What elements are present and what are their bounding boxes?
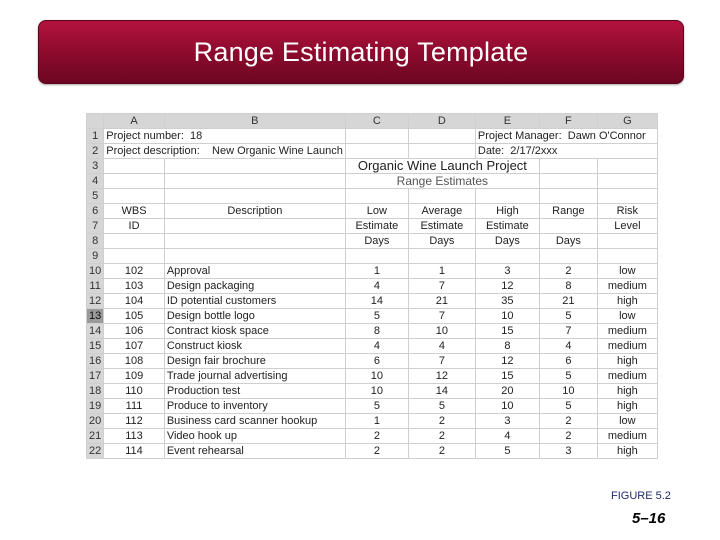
wbs-id-cell[interactable]: 113	[104, 429, 165, 444]
average-estimate-cell[interactable]: 12	[408, 369, 475, 384]
high-estimate-cell[interactable]: 4	[475, 429, 539, 444]
average-estimate-cell[interactable]: 1	[408, 264, 475, 279]
average-estimate-cell[interactable]: 7	[408, 279, 475, 294]
high-estimate-cell[interactable]: 15	[475, 369, 539, 384]
cell[interactable]	[539, 159, 597, 174]
range-cell[interactable]: 21	[539, 294, 597, 309]
range-cell[interactable]: 8	[539, 279, 597, 294]
description-cell[interactable]: ID potential customers	[164, 294, 345, 309]
cell[interactable]	[104, 159, 165, 174]
high-estimate-cell[interactable]: 3	[475, 264, 539, 279]
range-cell[interactable]: 6	[539, 354, 597, 369]
average-estimate-cell[interactable]: 2	[408, 429, 475, 444]
column-header-f[interactable]: F	[539, 114, 597, 129]
task-row	[87, 279, 658, 294]
header-cell[interactable]	[539, 219, 597, 234]
sheet-title[interactable]: Organic Wine Launch Project	[345, 159, 539, 174]
row-header[interactable]: 2	[87, 144, 104, 159]
cell[interactable]	[475, 249, 539, 264]
header-cell[interactable]: Days	[345, 234, 408, 249]
row-header[interactable]: 8	[87, 234, 104, 249]
high-estimate-cell[interactable]: 10	[475, 309, 539, 324]
description-cell[interactable]: Design packaging	[164, 279, 345, 294]
header-cell[interactable]: Low	[345, 204, 408, 219]
low-estimate-cell[interactable]: 14	[345, 294, 408, 309]
project-description-label: Project description:	[106, 145, 200, 157]
risk-level-cell[interactable]: high	[597, 444, 657, 459]
project-manager-cell[interactable]	[475, 129, 657, 144]
risk-level-cell[interactable]: low	[597, 414, 657, 429]
wbs-id-cell[interactable]: 102	[104, 264, 165, 279]
cell[interactable]	[104, 249, 165, 264]
column-header-g[interactable]: G	[597, 114, 657, 129]
column-header-b[interactable]: B	[164, 114, 345, 129]
average-estimate-cell[interactable]: 10	[408, 324, 475, 339]
cell[interactable]	[164, 189, 345, 204]
column-header-e[interactable]: E	[475, 114, 539, 129]
description-cell[interactable]: Event rehearsal	[164, 444, 345, 459]
project-description-value: New Organic Wine Launch	[212, 145, 343, 157]
description-cell[interactable]: Contract kiosk space	[164, 324, 345, 339]
row-header[interactable]: 15	[87, 339, 104, 354]
row-header[interactable]: 7	[87, 219, 104, 234]
row-header[interactable]: 6	[87, 204, 104, 219]
sheet-row	[87, 234, 658, 249]
description-cell[interactable]: Video hook up	[164, 429, 345, 444]
high-estimate-cell[interactable]: 35	[475, 294, 539, 309]
range-cell[interactable]: 2	[539, 429, 597, 444]
low-estimate-cell[interactable]: 10	[345, 369, 408, 384]
average-estimate-cell[interactable]: 4	[408, 339, 475, 354]
risk-level-cell[interactable]: high	[597, 384, 657, 399]
slide-title-bar	[38, 20, 684, 84]
task-row	[87, 429, 658, 444]
sheet-row	[87, 144, 658, 159]
header-cell[interactable]	[597, 234, 657, 249]
cell[interactable]	[597, 174, 657, 189]
task-row	[87, 339, 658, 354]
row-header[interactable]: 19	[87, 399, 104, 414]
risk-level-cell[interactable]: medium	[597, 279, 657, 294]
sheet-row	[87, 204, 658, 219]
range-cell[interactable]: 3	[539, 444, 597, 459]
header-cell[interactable]: Risk	[597, 204, 657, 219]
range-cell[interactable]: 5	[539, 369, 597, 384]
cell[interactable]	[164, 249, 345, 264]
high-estimate-cell[interactable]: 15	[475, 324, 539, 339]
risk-level-cell[interactable]: medium	[597, 429, 657, 444]
row-header[interactable]: 1	[87, 129, 104, 144]
task-row	[87, 324, 658, 339]
header-cell[interactable]: Average	[408, 204, 475, 219]
column-header-a[interactable]: A	[104, 114, 165, 129]
wbs-id-cell[interactable]: 107	[104, 339, 165, 354]
spreadsheet[interactable]	[86, 113, 658, 459]
sheet-row	[87, 174, 658, 189]
cell[interactable]	[597, 159, 657, 174]
risk-level-cell[interactable]: low	[597, 264, 657, 279]
cell[interactable]	[104, 174, 165, 189]
high-estimate-cell[interactable]: 12	[475, 279, 539, 294]
description-cell[interactable]: Business card scanner hookup	[164, 414, 345, 429]
header-cell[interactable]: Estimate	[408, 219, 475, 234]
wbs-id-cell[interactable]: 103	[104, 279, 165, 294]
task-row	[87, 399, 658, 414]
low-estimate-cell[interactable]: 1	[345, 414, 408, 429]
header-cell[interactable]: Days	[539, 234, 597, 249]
range-cell[interactable]: 7	[539, 324, 597, 339]
cell[interactable]	[345, 249, 408, 264]
high-estimate-cell[interactable]: 12	[475, 354, 539, 369]
cell[interactable]	[164, 174, 345, 189]
description-cell[interactable]: Produce to inventory	[164, 399, 345, 414]
cell[interactable]	[345, 144, 408, 159]
high-estimate-cell[interactable]: 8	[475, 339, 539, 354]
low-estimate-cell[interactable]: 4	[345, 279, 408, 294]
cell[interactable]	[164, 159, 345, 174]
low-estimate-cell[interactable]: 2	[345, 444, 408, 459]
header-cell[interactable]: Level	[597, 219, 657, 234]
range-cell[interactable]: 2	[539, 414, 597, 429]
cell[interactable]	[345, 189, 408, 204]
wbs-id-cell[interactable]: 110	[104, 384, 165, 399]
header-cell[interactable]: Range	[539, 204, 597, 219]
high-estimate-cell[interactable]: 20	[475, 384, 539, 399]
cell[interactable]	[408, 129, 475, 144]
header-cell[interactable]	[164, 234, 345, 249]
cell[interactable]	[597, 249, 657, 264]
sheet-row	[87, 219, 658, 234]
average-estimate-cell[interactable]: 21	[408, 294, 475, 309]
header-cell[interactable]	[164, 219, 345, 234]
wbs-id-cell[interactable]: 108	[104, 354, 165, 369]
average-estimate-cell[interactable]: 2	[408, 414, 475, 429]
sheet-row	[87, 159, 658, 174]
row-header[interactable]: 22	[87, 444, 104, 459]
high-estimate-cell[interactable]: 5	[475, 444, 539, 459]
task-row	[87, 384, 658, 399]
row-header[interactable]: 18	[87, 384, 104, 399]
average-estimate-cell[interactable]: 2	[408, 444, 475, 459]
cell[interactable]	[475, 189, 539, 204]
sheet-row	[87, 249, 658, 264]
cell[interactable]	[408, 249, 475, 264]
column-header-row	[87, 114, 658, 129]
task-row	[87, 264, 658, 279]
task-row	[87, 309, 658, 324]
low-estimate-cell[interactable]: 6	[345, 354, 408, 369]
project-number-label: Project number:	[106, 130, 184, 142]
range-cell[interactable]: 4	[539, 339, 597, 354]
high-estimate-cell[interactable]: 3	[475, 414, 539, 429]
figure-label: FIGURE 5.2	[611, 490, 671, 502]
wbs-id-cell[interactable]: 109	[104, 369, 165, 384]
header-cell[interactable]: Description	[164, 204, 345, 219]
average-estimate-cell[interactable]: 5	[408, 399, 475, 414]
description-cell[interactable]: Approval	[164, 264, 345, 279]
wbs-id-cell[interactable]: 112	[104, 414, 165, 429]
header-cell[interactable]: ID	[104, 219, 165, 234]
wbs-id-cell[interactable]: 106	[104, 324, 165, 339]
row-header[interactable]: 14	[87, 324, 104, 339]
range-cell[interactable]: 2	[539, 264, 597, 279]
header-cell[interactable]: High	[475, 204, 539, 219]
column-header-d[interactable]: D	[408, 114, 475, 129]
risk-level-cell[interactable]: high	[597, 354, 657, 369]
cell[interactable]	[408, 189, 475, 204]
wbs-id-cell[interactable]: 104	[104, 294, 165, 309]
cell[interactable]	[597, 189, 657, 204]
sheet-subtitle[interactable]: Range Estimates	[345, 174, 539, 189]
risk-level-cell[interactable]: high	[597, 399, 657, 414]
low-estimate-cell[interactable]: 5	[345, 309, 408, 324]
average-estimate-cell[interactable]: 14	[408, 384, 475, 399]
row-header[interactable]: 21	[87, 429, 104, 444]
low-estimate-cell[interactable]: 5	[345, 399, 408, 414]
description-cell[interactable]: Design bottle logo	[164, 309, 345, 324]
row-header[interactable]: 10	[87, 264, 104, 279]
cell[interactable]	[539, 189, 597, 204]
description-cell[interactable]: Construct kiosk	[164, 339, 345, 354]
project-manager-label: Project Manager:	[477, 130, 562, 142]
header-cell[interactable]: Estimate	[475, 219, 539, 234]
row-header[interactable]: 12	[87, 294, 104, 309]
wbs-id-cell[interactable]: 111	[104, 399, 165, 414]
header-cell[interactable]: Estimate	[345, 219, 408, 234]
risk-level-cell[interactable]: medium	[597, 324, 657, 339]
row-header[interactable]: 9	[87, 249, 104, 264]
project-description-cell[interactable]	[104, 144, 346, 159]
low-estimate-cell[interactable]: 2	[345, 429, 408, 444]
description-cell[interactable]: Design fair brochure	[164, 354, 345, 369]
wbs-id-cell[interactable]: 114	[104, 444, 165, 459]
slide-title: Range Estimating Template	[193, 36, 529, 67]
task-row	[87, 354, 658, 369]
select-all-corner[interactable]	[87, 114, 104, 129]
description-cell[interactable]: Trade journal advertising	[164, 369, 345, 384]
description-cell[interactable]: Production test	[164, 384, 345, 399]
task-row	[87, 369, 658, 384]
task-row	[87, 414, 658, 429]
cell[interactable]	[104, 189, 165, 204]
task-row	[87, 444, 658, 459]
range-cell[interactable]: 5	[539, 309, 597, 324]
wbs-id-cell[interactable]: 105	[104, 309, 165, 324]
date-value: 2/17/2xxx	[510, 145, 558, 157]
sheet-row	[87, 189, 658, 204]
risk-level-cell[interactable]: low	[597, 309, 657, 324]
cell[interactable]	[539, 249, 597, 264]
low-estimate-cell[interactable]: 1	[345, 264, 408, 279]
project-number-cell[interactable]	[104, 129, 346, 144]
low-estimate-cell[interactable]: 4	[345, 339, 408, 354]
sheet-row	[87, 129, 658, 144]
row-header[interactable]: 16	[87, 354, 104, 369]
task-row	[87, 294, 658, 309]
row-header[interactable]: 13	[87, 309, 104, 324]
header-cell[interactable]: Days	[408, 234, 475, 249]
row-header[interactable]: 3	[87, 159, 104, 174]
date-cell[interactable]	[475, 144, 657, 159]
low-estimate-cell[interactable]: 10	[345, 384, 408, 399]
row-header[interactable]: 17	[87, 369, 104, 384]
cell[interactable]	[539, 174, 597, 189]
range-cell[interactable]: 10	[539, 384, 597, 399]
average-estimate-cell[interactable]: 7	[408, 309, 475, 324]
project-manager-value: Dawn O'Connor	[567, 130, 646, 142]
risk-level-cell[interactable]: medium	[597, 369, 657, 384]
average-estimate-cell[interactable]: 7	[408, 354, 475, 369]
row-header[interactable]: 11	[87, 279, 104, 294]
row-header[interactable]: 4	[87, 174, 104, 189]
row-header[interactable]: 5	[87, 189, 104, 204]
header-cell[interactable]: WBS	[104, 204, 165, 219]
cell[interactable]	[408, 144, 475, 159]
risk-level-cell[interactable]: medium	[597, 339, 657, 354]
cell[interactable]	[345, 129, 408, 144]
range-cell[interactable]: 5	[539, 399, 597, 414]
date-label: Date:	[477, 145, 505, 157]
page-number: 5–16	[632, 510, 666, 527]
spreadsheet-grid	[86, 113, 658, 459]
project-number-value: 18	[190, 130, 203, 142]
row-header[interactable]: 20	[87, 414, 104, 429]
low-estimate-cell[interactable]: 8	[345, 324, 408, 339]
high-estimate-cell[interactable]: 10	[475, 399, 539, 414]
column-header-c[interactable]: C	[345, 114, 408, 129]
header-cell[interactable]: Days	[475, 234, 539, 249]
risk-level-cell[interactable]: high	[597, 294, 657, 309]
header-cell[interactable]	[104, 234, 165, 249]
